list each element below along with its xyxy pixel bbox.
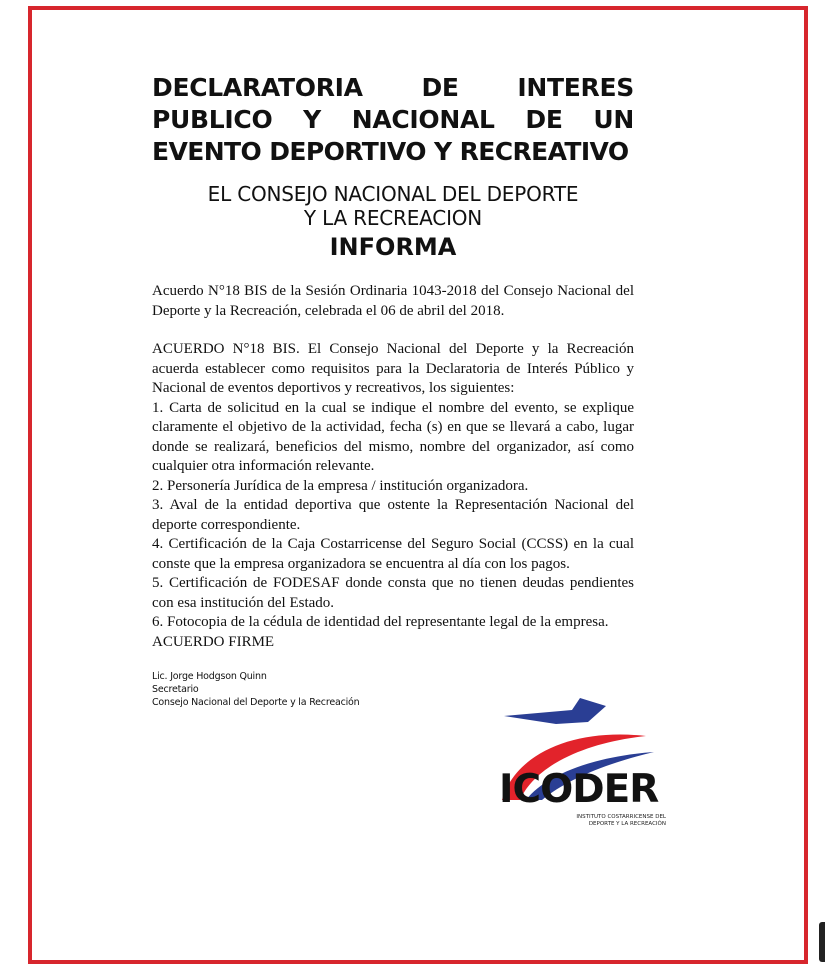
intro-paragraph: Acuerdo N°18 BIS de la Sesión Ordinaria 1043-2018 del Consejo Nacional del Deporte y la Recreación, celebrada el 06 de abril del 2018.: [152, 283, 634, 319]
requirement-item: 4. Certificación de la Caja Costarricense del Seguro Social (CCSS) en la cual conste que la empresa organizadora se encuentra al día con los pagos.: [152, 536, 634, 572]
title-line-2: PUBLICO Y NACIONAL DE UN: [152, 105, 634, 134]
informa-heading: INFORMA: [329, 233, 457, 261]
logo-subtitle: [566, 814, 666, 828]
issuer-heading: [152, 182, 634, 230]
requirement-item: 3. Aval de la entidad deportiva que ostente la Representación Nacional del deporte correspondiente.: [152, 497, 634, 533]
requirement-item: 1. Carta de solicitud en la cual se indique el nombre del evento, se explique claramente el objetivo de la actividad, fecha (s) en que se llevará a cabo, lugar donde se realizará, beneficios del mismo, nombre del organizador, así como cualquier otra información relevante.: [152, 399, 634, 474]
issuer-line-1: EL CONSEJO NACIONAL DEL DEPORTE: [207, 182, 579, 206]
requirement-item: 6. Fotocopia de la cédula de identidad del representante legal de la empresa.: [152, 614, 609, 630]
signatory-role: Secretario: [152, 684, 199, 695]
signatory-org: Consejo Nacional del Deporte y la Recreación: [152, 697, 360, 708]
acuerdo-firme: ACUERDO FIRME: [152, 633, 275, 650]
requirement-item: 2. Personería Jurídica de la empresa / institución organizadora.: [152, 477, 529, 494]
document-title: [152, 72, 634, 168]
title-line-1: DECLARATORIA DE INTERES: [152, 73, 634, 102]
signatory-name: Lic. Jorge Hodgson Quinn: [152, 671, 267, 682]
document-content: [152, 72, 634, 709]
issuer-line-2: Y LA RECREACION: [303, 206, 483, 230]
requirement-item: 5. Certificación de FODESAF donde consta que no tienen deudas pendientes con esa institución del Estado.: [152, 575, 634, 611]
title-line-3: EVENTO DEPORTIVO Y RECREATIVO: [152, 137, 629, 166]
logo-wordmark: ICODER: [499, 767, 659, 812]
logo-subtitle-line-2: DEPORTE Y LA RECREACIÓN: [588, 821, 666, 827]
corner-mark: [819, 922, 825, 962]
acuerdo-lead: ACUERDO N°18 BIS. El Consejo Nacional del Deporte y la Recreación acuerda establecer como requisitos para la Declaratoria de Interés Público y Nacional de eventos deportivos y recreativos, los siguientes:: [152, 341, 634, 396]
logo-subtitle-line-1: INSTITUTO COSTARRICENSE DEL: [576, 814, 666, 820]
acuerdo-paragraph: [152, 340, 634, 633]
